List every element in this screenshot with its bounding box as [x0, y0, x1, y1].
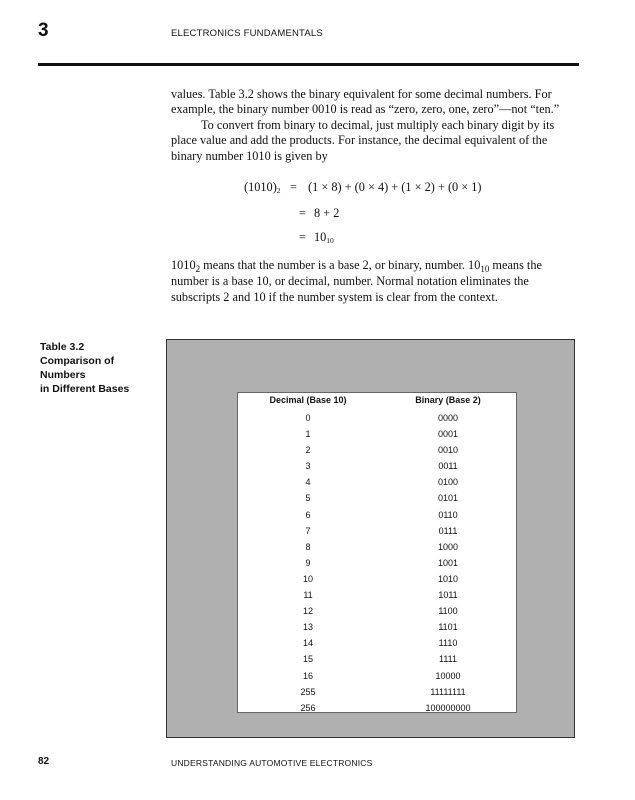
header-rule	[38, 63, 579, 66]
notation-subscript: 10	[480, 264, 490, 274]
decimal-cell: 7	[305, 525, 311, 536]
decimal-cell: 5	[305, 493, 311, 504]
decimal-cell: 3	[305, 461, 311, 472]
table-caption-line: Numbers	[40, 369, 86, 381]
column-header-binary: Binary (Base 2)	[415, 395, 481, 405]
table-row	[238, 444, 516, 460]
binary-cell: 0111	[438, 525, 458, 536]
decimal-cell: 9	[305, 557, 311, 568]
notation-text: 1010	[171, 258, 196, 272]
binary-cell: 1000	[437, 541, 459, 552]
table-row	[238, 653, 516, 669]
binary-cell: 1011	[438, 590, 458, 601]
equation-result	[314, 230, 334, 245]
decimal-cell: 256	[300, 702, 316, 713]
binary-cell: 0110	[438, 509, 458, 520]
binary-cell: 0010	[437, 445, 459, 456]
binary-cell: 11111111	[430, 686, 466, 697]
table-row	[238, 428, 516, 444]
table-caption-line: Comparison of	[40, 355, 115, 367]
paragraph-notation	[171, 258, 576, 305]
decimal-cell: 1	[305, 429, 311, 440]
base-comparison-table	[237, 392, 517, 713]
table-row	[238, 621, 516, 637]
table-row	[238, 605, 516, 621]
table-row	[238, 573, 516, 589]
table-caption-line: in Different Bases	[40, 383, 130, 395]
binary-cell: 0011	[438, 461, 458, 472]
book-title: UNDERSTANDING AUTOMOTIVE ELECTRONICS	[171, 758, 373, 768]
equation-equals-sign: =	[290, 180, 297, 194]
table-body	[238, 412, 516, 718]
binary-cell: 0101	[437, 493, 459, 504]
notation-text: means that the number is a base 2, or binary, number. 10	[200, 258, 481, 272]
decimal-cell: 13	[302, 622, 313, 633]
page-number: 82	[38, 756, 50, 767]
binary-cell: 0001	[437, 429, 459, 440]
binary-cell: 0000	[437, 413, 459, 423]
equation-rhs-sum: 8 + 2	[314, 206, 340, 220]
binary-cell: 0100	[437, 477, 459, 488]
decimal-cell: 10	[302, 573, 313, 584]
chapter-number: 3	[38, 20, 49, 41]
equation-equals-sign: =	[299, 206, 306, 220]
decimal-cell: 11	[303, 590, 313, 601]
decimal-cell: 0	[305, 413, 311, 423]
decimal-cell: 14	[302, 638, 313, 649]
notation-text: means the number is a base 10, or decimal, number. Normal notation eliminates the subscripts 2 and 10 if the number system is clear from the context.	[171, 258, 542, 304]
equation-rhs-expansion: (1 × 8) + (0 × 4) + (1 × 2) + (0 × 1)	[308, 180, 482, 194]
table-row	[238, 541, 516, 557]
table-row	[238, 460, 516, 476]
table-row	[238, 637, 516, 653]
equation-result-value: 10	[314, 230, 327, 244]
equation-result-subscript: 10	[326, 236, 334, 245]
binary-cell: 1101	[438, 622, 458, 633]
table-row	[238, 525, 516, 541]
column-header-decimal: Decimal (Base 10)	[269, 395, 347, 405]
decimal-cell: 8	[305, 541, 311, 552]
decimal-cell: 16	[302, 670, 313, 681]
decimal-cell: 2	[305, 445, 311, 456]
decimal-cell: 12	[302, 606, 313, 617]
equation-equals-sign: =	[299, 230, 306, 244]
decimal-cell: 15	[302, 654, 313, 665]
equation-lhs-subscript: 2	[276, 186, 281, 195]
table-row	[238, 670, 516, 686]
table-row	[238, 589, 516, 605]
decimal-cell: 4	[305, 477, 311, 488]
notation-subscript: 2	[195, 264, 201, 274]
paragraph-indented: To convert from binary to decimal, just multiply each binary digit by its place value and add the products. For instance, the decimal equivalent of the binary number 1010 is given by	[171, 117, 555, 163]
equation-lhs	[244, 180, 281, 195]
decimal-cell: 255	[300, 686, 316, 697]
table-row	[238, 492, 516, 508]
binary-cell: 1001	[437, 557, 459, 568]
table-header-row	[238, 395, 516, 409]
binary-cell: 1110	[438, 638, 458, 649]
binary-cell: 10000	[435, 670, 461, 681]
binary-cell: 100000000	[425, 702, 471, 713]
decimal-cell: 6	[305, 509, 311, 520]
table-row	[238, 686, 516, 702]
chapter-title: ELECTRONICS FUNDAMENTALS	[171, 28, 323, 39]
binary-cell: 1111	[438, 654, 458, 665]
binary-cell: 1100	[438, 606, 458, 617]
binary-cell: 1010	[437, 573, 459, 584]
paragraph-intro	[171, 87, 576, 164]
table-row	[238, 509, 516, 525]
table-row	[238, 557, 516, 573]
table-row	[238, 476, 516, 492]
table-row	[238, 412, 516, 428]
table-caption	[40, 340, 150, 396]
table-caption-line: Table 3.2	[40, 341, 85, 353]
paragraph-line: values. Table 3.2 shows the binary equivalent for some decimal numbers. For example, the binary number 0010 is read as “zero, zero, one, zero”—not “ten.”	[171, 87, 560, 117]
equation-lhs-value: (1010)	[244, 180, 277, 194]
table-row	[238, 702, 516, 718]
